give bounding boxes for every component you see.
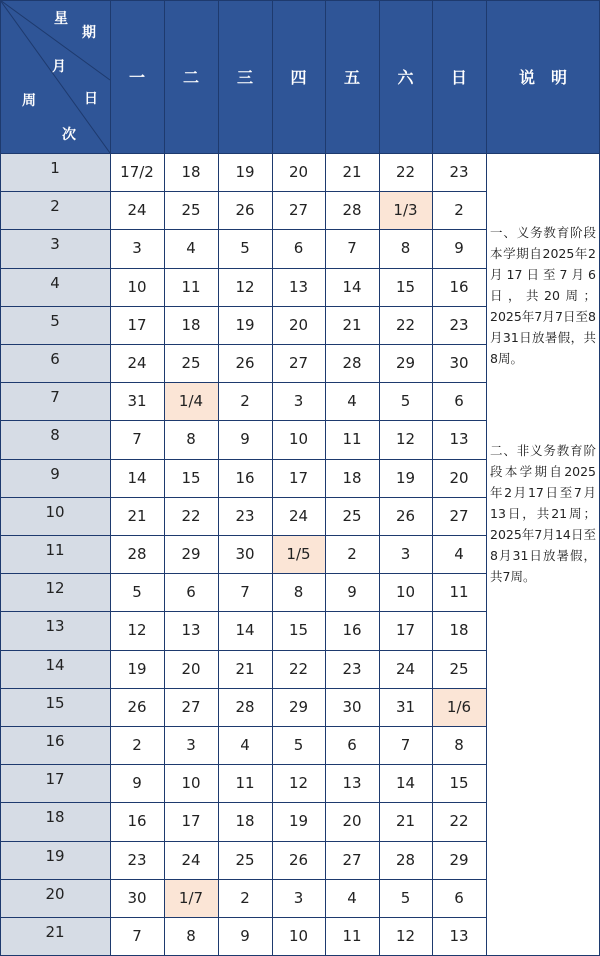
day-cell: 12 xyxy=(235,277,255,296)
day-cell: 2 xyxy=(454,201,464,220)
grid-line-horizontal xyxy=(0,535,486,536)
day-cell: 20 xyxy=(288,315,309,334)
day-cell: 15 xyxy=(395,277,416,296)
grid-line-horizontal xyxy=(0,764,486,765)
day-cell: 8 xyxy=(186,927,196,946)
day-cell: 16 xyxy=(342,621,362,640)
day-cell: 1/6 xyxy=(432,688,486,726)
day-cell: 6 xyxy=(347,736,357,755)
day-cell: 30 xyxy=(342,697,362,716)
day-cell: 17 xyxy=(395,621,416,640)
grid-line-horizontal xyxy=(0,802,486,803)
corner-diagonals xyxy=(0,0,110,153)
week-number: 10 xyxy=(0,497,110,535)
day-cell: 11 xyxy=(235,774,255,793)
day-cell: 29 xyxy=(449,850,469,869)
day-cell: 25 xyxy=(449,659,469,678)
day-cell: 28 xyxy=(235,697,255,716)
weekday-header-1: 一 xyxy=(110,0,164,153)
day-cell: 10 xyxy=(288,927,309,946)
day-cell: 27 xyxy=(288,201,309,220)
day-cell: 19 xyxy=(288,812,309,831)
grid-line-horizontal xyxy=(0,344,486,345)
day-cell: 10 xyxy=(127,277,147,296)
day-cell: 2 xyxy=(132,736,142,755)
day-cell: 27 xyxy=(342,850,362,869)
day-cell: 6 xyxy=(454,888,464,907)
day-cell: 22 xyxy=(395,315,416,334)
day-cell: 17 xyxy=(127,315,147,334)
grid-line-horizontal xyxy=(0,306,486,307)
day-cell: 31 xyxy=(127,392,147,411)
day-cell: 23 xyxy=(449,163,469,182)
day-cell: 4 xyxy=(240,736,250,755)
corner-label-zhou: 周 xyxy=(22,93,36,109)
grid-line-vertical xyxy=(325,0,326,955)
grid-line-horizontal xyxy=(0,841,486,842)
day-cell: 29 xyxy=(288,697,309,716)
day-cell: 28 xyxy=(395,850,416,869)
week-number: 15 xyxy=(0,688,110,726)
week-number: 9 xyxy=(0,459,110,497)
day-cell: 24 xyxy=(395,659,416,678)
day-cell: 5 xyxy=(132,583,142,602)
day-cell: 10 xyxy=(288,430,309,449)
day-cell: 2 xyxy=(240,888,250,907)
day-cell: 5 xyxy=(400,888,411,907)
day-cell: 2 xyxy=(347,545,357,564)
day-cell: 29 xyxy=(181,545,201,564)
day-cell: 7 xyxy=(132,927,142,946)
day-cell: 18 xyxy=(181,163,201,182)
week-number: 17 xyxy=(0,764,110,802)
corner-label-ci: 次 xyxy=(62,127,76,143)
day-cell: 30 xyxy=(449,354,469,373)
week-number: 12 xyxy=(0,573,110,611)
day-cell: 14 xyxy=(127,468,147,487)
grid-line-horizontal xyxy=(0,153,600,154)
weekday-header-4: 四 xyxy=(272,0,325,153)
day-cell: 10 xyxy=(181,774,201,793)
day-cell: 8 xyxy=(400,239,411,258)
day-cell: 22 xyxy=(395,163,416,182)
day-cell: 9 xyxy=(240,430,250,449)
grid-line-vertical xyxy=(110,0,111,955)
day-cell: 31 xyxy=(395,697,416,716)
day-cell: 26 xyxy=(127,697,147,716)
day-cell: 4 xyxy=(454,545,464,564)
note-compulsory: 一、义务教育阶段本学期自2025年2月17日至7月6日，共20周；2025年7月7日至8月31日放暑假，共8周。 xyxy=(490,225,596,366)
day-cell: 22 xyxy=(449,812,469,831)
grid-line-horizontal xyxy=(0,268,486,269)
day-cell: 1/4 xyxy=(164,382,218,420)
week-number: 21 xyxy=(0,917,110,955)
day-cell: 25 xyxy=(181,201,201,220)
corner-label-yue: 月 xyxy=(52,59,66,75)
day-cell: 18 xyxy=(181,315,201,334)
day-cell: 16 xyxy=(235,468,255,487)
grid-line-horizontal xyxy=(0,459,486,460)
day-cell: 24 xyxy=(127,354,147,373)
grid-line-vertical xyxy=(486,0,487,955)
weekday-header-5: 五 xyxy=(325,0,379,153)
day-cell: 26 xyxy=(235,201,255,220)
weekday-header-2: 二 xyxy=(164,0,218,153)
day-cell: 1/3 xyxy=(379,191,432,229)
day-cell: 6 xyxy=(186,583,196,602)
grid-line-horizontal xyxy=(0,650,486,651)
day-cell: 11 xyxy=(342,430,362,449)
day-cell: 7 xyxy=(132,430,142,449)
grid-line-vertical xyxy=(432,0,433,955)
weekday-header-3: 三 xyxy=(218,0,272,153)
day-cell: 18 xyxy=(235,812,255,831)
week-number: 20 xyxy=(0,879,110,917)
day-cell: 10 xyxy=(395,583,416,602)
day-cell: 1/7 xyxy=(164,879,218,917)
week-number: 1 xyxy=(0,153,110,191)
day-cell: 25 xyxy=(181,354,201,373)
day-cell: 3 xyxy=(293,888,304,907)
day-cell: 4 xyxy=(347,888,357,907)
day-cell: 8 xyxy=(454,736,464,755)
day-cell: 6 xyxy=(293,239,304,258)
week-number: 4 xyxy=(0,268,110,306)
grid-line-vertical xyxy=(379,0,380,955)
grid-line-horizontal xyxy=(0,917,486,918)
day-cell: 3 xyxy=(293,392,304,411)
day-cell: 9 xyxy=(454,239,464,258)
grid-line-vertical xyxy=(164,0,165,955)
week-number: 7 xyxy=(0,382,110,420)
grid-line-horizontal xyxy=(0,879,486,880)
grid-line-vertical xyxy=(272,0,273,955)
day-cell: 1/5 xyxy=(272,535,325,573)
day-cell: 26 xyxy=(288,850,309,869)
day-cell: 14 xyxy=(395,774,416,793)
day-cell: 9 xyxy=(240,927,250,946)
day-cell: 24 xyxy=(181,850,201,869)
day-cell: 16 xyxy=(449,277,469,296)
weekday-header-7: 日 xyxy=(432,0,486,153)
day-cell: 20 xyxy=(181,659,201,678)
day-cell: 15 xyxy=(449,774,469,793)
day-cell: 25 xyxy=(342,506,362,525)
day-cell: 13 xyxy=(449,927,469,946)
day-cell: 3 xyxy=(132,239,142,258)
corner-label-xing: 星 xyxy=(54,11,68,27)
day-cell: 20 xyxy=(449,468,469,487)
day-cell: 12 xyxy=(395,927,416,946)
grid-line-horizontal xyxy=(0,688,486,689)
day-cell: 7 xyxy=(347,239,357,258)
week-number: 11 xyxy=(0,535,110,573)
day-cell: 2 xyxy=(240,392,250,411)
day-cell: 26 xyxy=(395,506,416,525)
day-cell: 14 xyxy=(342,277,362,296)
day-cell: 17/2 xyxy=(120,163,154,182)
week-number: 8 xyxy=(0,420,110,458)
week-number: 14 xyxy=(0,650,110,688)
day-cell: 4 xyxy=(347,392,357,411)
day-cell: 14 xyxy=(235,621,255,640)
note-header: 说 明 xyxy=(486,0,600,153)
weekday-header-6: 六 xyxy=(379,0,432,153)
corner-diagonal-line xyxy=(0,0,110,80)
day-cell: 19 xyxy=(395,468,416,487)
day-cell: 4 xyxy=(186,239,196,258)
grid-line-horizontal xyxy=(0,726,486,727)
day-cell: 19 xyxy=(235,315,255,334)
day-cell: 5 xyxy=(240,239,250,258)
day-cell: 5 xyxy=(293,736,304,755)
grid-line-horizontal xyxy=(0,420,486,421)
day-cell: 18 xyxy=(449,621,469,640)
day-cell: 18 xyxy=(342,468,362,487)
day-cell: 16 xyxy=(127,812,147,831)
week-number: 18 xyxy=(0,802,110,840)
day-cell: 27 xyxy=(449,506,469,525)
grid-line-horizontal xyxy=(0,497,486,498)
day-cell: 20 xyxy=(288,163,309,182)
day-cell: 11 xyxy=(181,277,201,296)
day-cell: 20 xyxy=(342,812,362,831)
grid-line-horizontal xyxy=(0,611,486,612)
day-cell: 13 xyxy=(181,621,201,640)
day-cell: 9 xyxy=(347,583,357,602)
day-cell: 21 xyxy=(235,659,255,678)
day-cell: 17 xyxy=(288,468,309,487)
day-cell: 28 xyxy=(127,545,147,564)
day-cell: 26 xyxy=(235,354,255,373)
week-number: 16 xyxy=(0,726,110,764)
week-number: 13 xyxy=(0,611,110,649)
day-cell: 23 xyxy=(449,315,469,334)
day-cell: 25 xyxy=(235,850,255,869)
day-cell: 28 xyxy=(342,354,362,373)
corner-label-ri: 日 xyxy=(84,91,98,107)
week-number: 6 xyxy=(0,344,110,382)
day-cell: 13 xyxy=(342,774,362,793)
day-cell: 7 xyxy=(240,583,250,602)
day-cell: 3 xyxy=(186,736,196,755)
day-cell: 19 xyxy=(127,659,147,678)
day-cell: 21 xyxy=(127,506,147,525)
day-cell: 11 xyxy=(342,927,362,946)
day-cell: 24 xyxy=(127,201,147,220)
grid-line-horizontal xyxy=(0,573,486,574)
day-cell: 17 xyxy=(181,812,201,831)
grid-line-vertical xyxy=(218,0,219,955)
day-cell: 8 xyxy=(186,430,196,449)
grid-line-horizontal xyxy=(0,382,486,383)
day-cell: 12 xyxy=(127,621,147,640)
day-cell: 21 xyxy=(342,315,362,334)
day-cell: 13 xyxy=(449,430,469,449)
day-cell: 15 xyxy=(181,468,201,487)
day-cell: 29 xyxy=(395,354,416,373)
grid-line-horizontal xyxy=(0,229,486,230)
week-number: 5 xyxy=(0,306,110,344)
day-cell: 27 xyxy=(181,697,201,716)
note-non-compulsory: 二、非义务教育阶段本学期自2025年2月17日至7月13日，共21周；2025年7月14日至8月31日放暑假，共7周。 xyxy=(490,443,596,584)
day-cell: 7 xyxy=(400,736,411,755)
week-number: 19 xyxy=(0,841,110,879)
day-cell: 12 xyxy=(395,430,416,449)
day-cell: 6 xyxy=(454,392,464,411)
day-cell: 12 xyxy=(288,774,309,793)
day-cell: 19 xyxy=(235,163,255,182)
day-cell: 27 xyxy=(288,354,309,373)
day-cell: 21 xyxy=(395,812,416,831)
day-cell: 11 xyxy=(449,583,469,602)
day-cell: 22 xyxy=(288,659,309,678)
day-cell: 5 xyxy=(400,392,411,411)
corner-label-qi: 期 xyxy=(82,25,96,41)
day-cell: 23 xyxy=(342,659,362,678)
day-cell: 21 xyxy=(342,163,362,182)
day-cell: 9 xyxy=(132,774,142,793)
week-number: 2 xyxy=(0,191,110,229)
day-cell: 13 xyxy=(288,277,309,296)
week-number: 3 xyxy=(0,229,110,267)
day-cell: 3 xyxy=(400,545,411,564)
corner-diagonal-line xyxy=(0,0,110,153)
day-cell: 30 xyxy=(127,888,147,907)
grid-line-horizontal xyxy=(0,191,486,192)
day-cell: 30 xyxy=(235,545,255,564)
day-cell: 28 xyxy=(342,201,362,220)
day-cell: 8 xyxy=(293,583,304,602)
day-cell: 22 xyxy=(181,506,201,525)
day-cell: 23 xyxy=(127,850,147,869)
day-cell: 24 xyxy=(288,506,309,525)
day-cell: 23 xyxy=(235,506,255,525)
day-cell: 15 xyxy=(288,621,309,640)
